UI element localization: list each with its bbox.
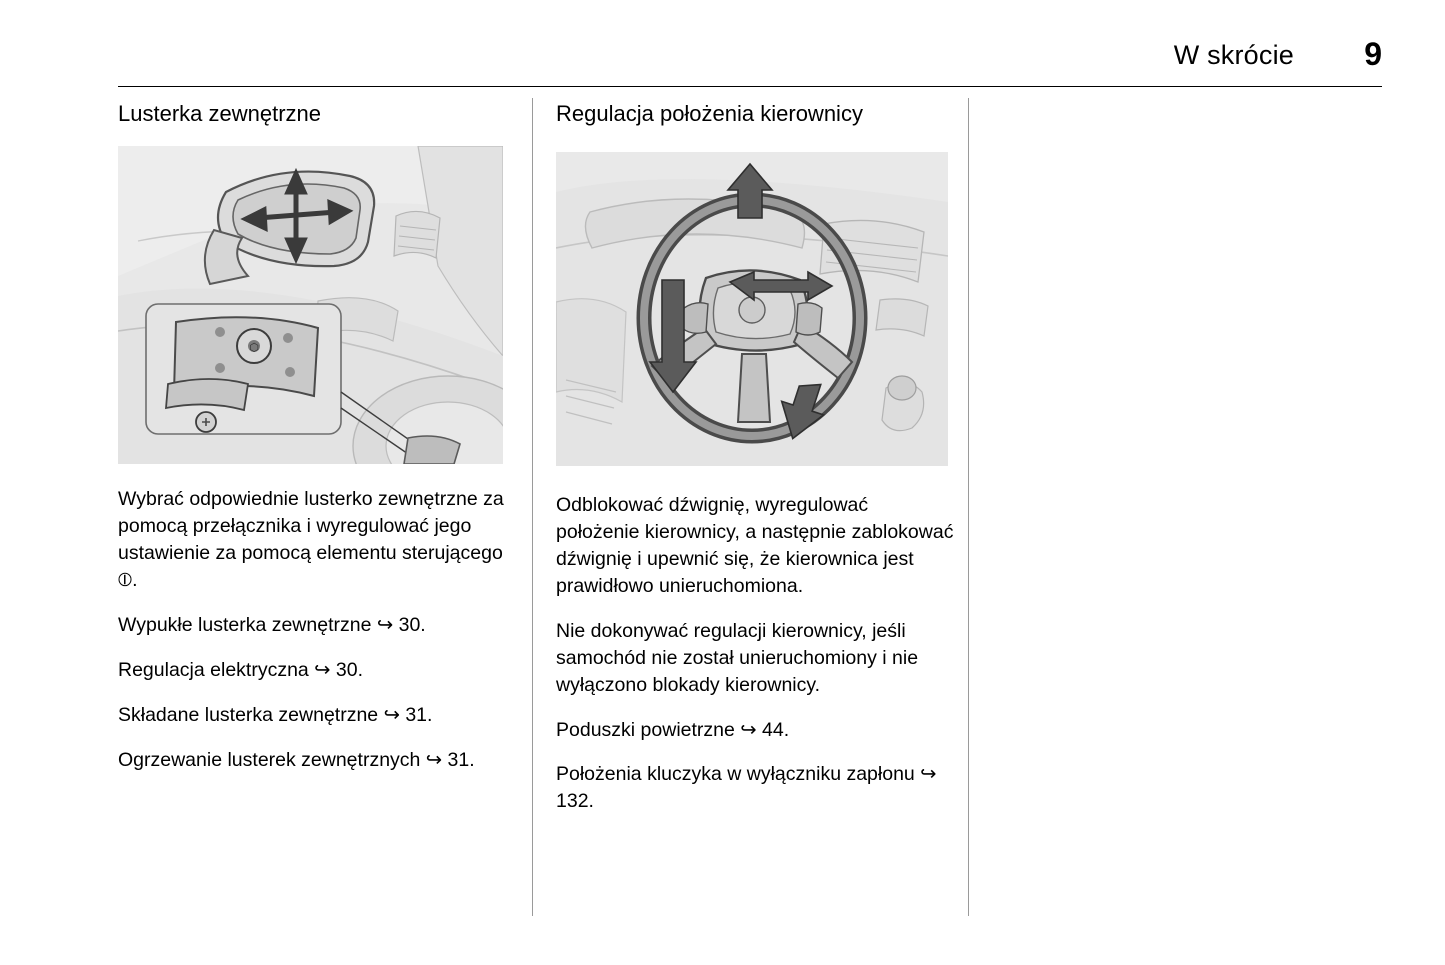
paragraph-ignition-positions-reference: Położenia kluczyka w wyłączniku zapłonu ↪ 132. <box>556 763 937 813</box>
paragraph-folding-mirrors: Składane lusterka zewnętrzne ↪ 31. <box>118 703 433 726</box>
page-header <box>118 36 1382 92</box>
section-heading-steering-wheel: Regulacja położenia kierownicy <box>556 101 863 126</box>
paragraph-electric-adjustment: Regulacja elektryczna ↪ 30. <box>118 658 364 681</box>
page-number: 9 <box>1364 36 1382 72</box>
paragraph-convex-mirrors: Wypukłe lusterka zewnętrzne ↪ 30. <box>118 613 426 636</box>
page-title: W skrócie <box>1173 40 1294 70</box>
column-divider-right <box>968 98 969 916</box>
column-exterior-mirrors <box>118 100 518 773</box>
paragraph-unlock-lever: Odblokować dźwignię, wyregulować położenie kierownicy, a następnie zablokować dźwignię i upewnić się, że kierownica jest prawidłowo unieruchomiona. <box>556 494 954 597</box>
paragraph-heated-mirrors: Ogrzewanie lusterek zewnętrznych ↪ 31. <box>118 748 475 771</box>
exterior-mirror-illustration <box>118 146 503 464</box>
svg-text:⬡: ⬡ <box>249 341 259 355</box>
paragraph-airbags-reference: Poduszki powietrzne ↪ 44. <box>556 718 790 741</box>
paragraph-no-adjust-while-driving: Nie dokonywać regulacji kierownicy, jeśli samochód nie został unieruchomiony i nie wyłączono blokady kierownicy. <box>556 619 919 696</box>
column-steering-wheel <box>556 100 956 815</box>
steering-wheel-illustration <box>556 152 948 466</box>
paragraph-mirror-select: Wybrać odpowiednie lusterko zewnętrzne za pomocą przełącznika i wyregulować jego ustawienie za pomocą elementu sterującego ⦶. <box>118 488 504 591</box>
column-divider-left <box>532 98 533 916</box>
header-divider <box>118 86 1382 87</box>
section-heading-exterior-mirrors: Lusterka zewnętrzne <box>118 101 321 126</box>
